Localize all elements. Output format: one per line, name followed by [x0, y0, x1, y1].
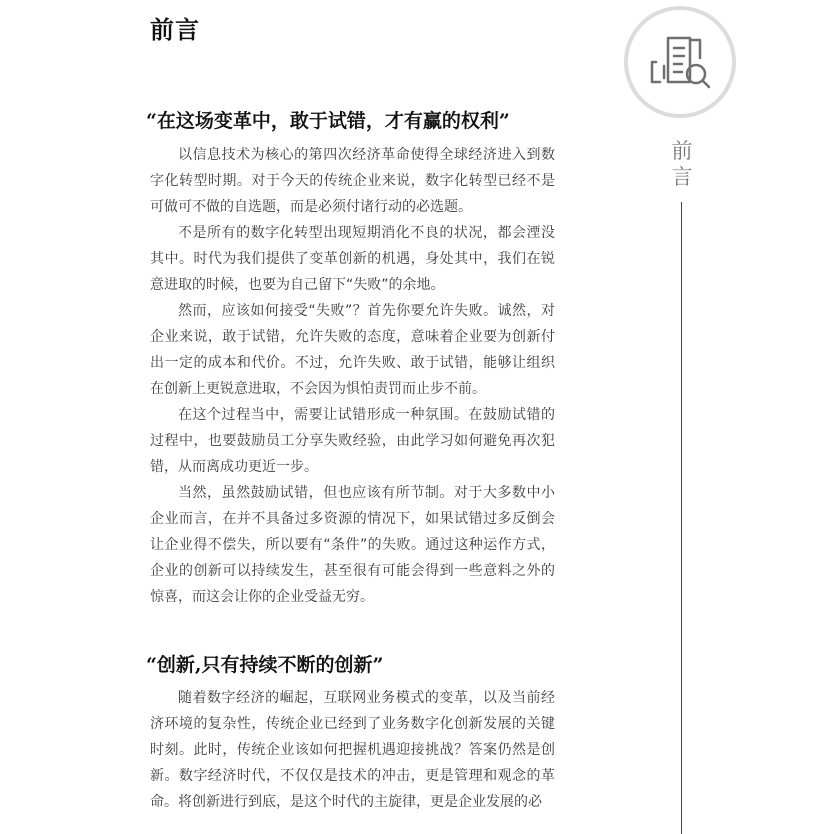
section-1-body: [150, 142, 555, 610]
paragraph: 不是所有的数字化转型出现短期消化不良的状况，都会湮没其中。时代为我们提供了变革创新的机遇，身处其中，我们在锐意进取的时候，也要为自己留下“失败”的余地。: [150, 225, 555, 293]
paragraph: 以信息技术为核心的第四次经济革命使得全球经济进入到数字化转型时期。对于今天的传统企业来说，数字化转型已经不是可做可不做的自选题，而是必须付诸行动的必选题。: [150, 147, 555, 215]
section-heading-2: “创新,只有持续不断的创新”: [146, 654, 384, 676]
document-search-icon-graphic: [648, 30, 718, 100]
document-search-icon: [624, 6, 736, 118]
paragraph: 随着数字经济的崛起，互联网业务模式的变革，以及当前经济环境的复杂性，传统企业已经到了业务数字化创新发展的关键时刻。此时，传统企业该如何把握机遇迎接挑战？答案仍然是创新。数字经济时代，不仅仅是技术的冲击，更是管理和观念的革命。将创新进行到底，是这个时代的主旋律，更是企业发展的必: [150, 690, 555, 810]
section-2-body: [150, 685, 555, 815]
page-title: 前言: [150, 15, 200, 44]
paragraph: 然而，应该如何接受“失败”？首先你要允许失败。诚然，对企业来说，敢于试错，允许失败的态度，意味着企业要为创新付出一定的成本和代价。不过，允许失败、敢于试错，能够让组织在创新上更锐意进取，不会因为惧怕责罚而止步不前。: [150, 303, 555, 397]
paragraph: 当然，虽然鼓励试错，但也应该有所节制。对于大多数中小企业而言，在并不具备过多资源的情况下，如果试错过多反倒会让企业得不偿失，所以要有“条件”的失败。通过这种运作方式，企业的创新可以持续发生，甚至很有可能会得到一些意料之外的惊喜，而这会让你的企业受益无穷。: [150, 485, 555, 605]
side-chapter-label: 前言: [671, 139, 693, 189]
section-heading-1: “在这场变革中，敢于试错，才有赢的权利”: [146, 110, 510, 132]
vertical-divider: [681, 202, 682, 834]
paragraph: 在这个过程当中，需要让试错形成一种氛围。在鼓励试错的过程中，也要鼓励员工分享失败经验，由此学习如何避免再次犯错，从而离成功更近一步。: [150, 407, 555, 475]
